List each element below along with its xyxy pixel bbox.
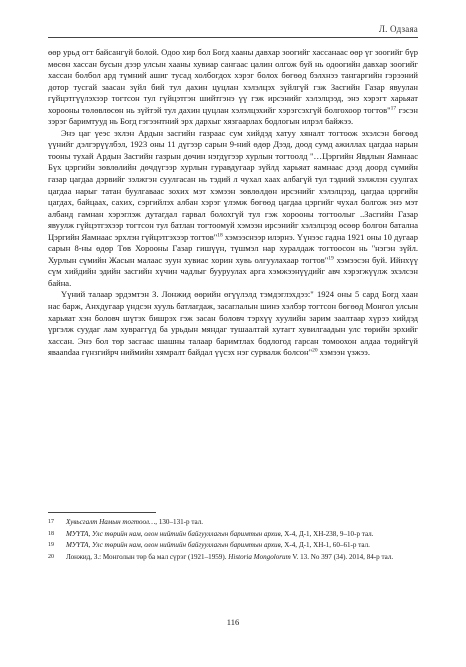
- paragraph-3: [48, 289, 418, 358]
- footnote-rest: V. 13. No 397 (34). 2014, 84-р тал.: [290, 552, 394, 561]
- footnote: [48, 530, 418, 540]
- text-run: хэмээснээр илэрнэ. Үүнээс гадна 1921 оны 10 дугаар сарын 8-ны өдөр Төв Хорооны Газар гишүүн, түшмэл нар хуралдаж тогтоосон нь "нэгэн зүйл. Хурлын сүмийн Жасын малаас зуун хувиас хорин хувь олгуулахаар тогтов": [48, 231, 418, 265]
- footnote: [48, 518, 418, 528]
- footnote-ref: 18: [217, 232, 223, 239]
- footnote-author: Лонжид, З.: Монголын төр ба мал сүрэг (1921–1959).: [66, 552, 229, 561]
- text-run: Үүний талаар эрдэмтэн З. Лонжид өөрийн өгүүлэлд тэмдэглэхдээ:" 1924 оны 5 сард Богд хаан нас барж, Анхдугаар үндсэн хууль батлагдаж, засаглалын шинэ хэлбэр тогтсон бөгөөд Монгол улсын харьяат хэн боловч шүтэх бишрэх гэж засан боловч тэрхүү хуулийн зарим заалтаар хүрээ хийдэд үргэлж суудаг лам хувраггүд ба урьдын мяндаг тушаалтай хутагт хувилгаадын улс төрийн эрхийг хассан. Энэ бол төр засгаас шашны талаар баримтлах бодлогод гарсан томоохон алдаа төдийгүй явааndaа гүнзгийрч ниймийн хямралт байдал үүсэх нэг сурвалж болсон": [48, 289, 418, 358]
- footnote-rest: , Х-4, Д-1, ХН-238, 9–10-р тал.: [280, 529, 374, 538]
- text-run: өөр урьд огт байсангүй болой. Одоо хир бол Богд хааны давхар зоогийг хассанаас өөр үг зоогийг бүр мөсөн хассан бусын дээр улсын хааны хувиар сангаас цалин олгож буй нь одоогийн давхар зоогийг хассан болбол ард түмний ашиг тусад холбогдох хэрэг болох бөгөөд бэлхнээ тангаргийн гэрээний дотор тусгай заасан зүйл бий тул дахин цуцлан хэлэлцэх зүйлгүй гэж Засгийн Газар явуулан гүйцэтгүүлэхээр тогтсон тул гүйцэтгэн шийтгэнэ үү гэж ирсэнийг хэлэлцээд, энэ хэрэгт харьяат хорооны төлөвлөсөн нь зүйтэй тул дахин цуцлан хэлэлцэхийг хэрэгсэхгүй болгохоор тогтов": [48, 47, 418, 115]
- page-number: 116: [226, 617, 240, 627]
- header-rule: [48, 37, 418, 38]
- footnote-ref: 17: [390, 105, 397, 112]
- footnote-title: Хувьсгалт Намын тогтоол…: [66, 518, 156, 526]
- footnote-rule: [48, 512, 156, 513]
- paragraph-2: [48, 128, 418, 290]
- footnote-text: [66, 553, 418, 563]
- footnote-number: 17: [48, 519, 54, 525]
- footnote-rest: , Х-4, Д-1, ХН-1, 60–61-р тал.: [280, 541, 370, 550]
- footnote: [48, 541, 418, 551]
- footnote-title: Historia Mongolorum: [228, 552, 291, 561]
- footnote-ref: 20: [312, 347, 318, 354]
- footnote: [48, 553, 418, 563]
- footnote-title: МУҮТА, Улс төрийн нам, олон нийтийн байгууллагын баримтын архив: [66, 541, 281, 550]
- footnote-ref: 19: [328, 255, 334, 262]
- footnote-text: [66, 518, 418, 528]
- footnote-number: 19: [48, 542, 54, 549]
- running-head: Л. Одзаяа: [378, 24, 418, 34]
- footnote-text: [66, 541, 418, 551]
- footnote-title: МУҮТА, Улс төрийн нам, олон нийтийн байгууллагын баримтын архив: [66, 529, 281, 538]
- text-run: гэсэн зэрэг баримтууд нь Богд гэгээнтний эрх дархыг хязгаарлах бодлогын илрэл байжээ.: [48, 104, 419, 127]
- footnote-number: 18: [48, 530, 54, 537]
- footnote-number: 20: [48, 553, 54, 560]
- text-run: Энэ цаг үеэс эхлэн Ардын засгийн газраас сум хийдэд хатуу хяналт тогтоож эхэлсэн бөгөөд үүнийг дэлгэрүүлбэл, 1923 оны 11 дүгээр сарын 9-ний өдөр Дээд, доод сумд ажиллах цагдаа нарын тооны тухай Ардын Засгийн газрын дөчин нэгдүгээр хурлын тогтоолд "…Цэргийн Явдлын Яамнаас Бүх цэргийн зөвлөлийн дөчдүгээр хурлын гуравдугаар зүйлд харьяат яамнаас дээд доорд сүмийн газар цагдаа дэрвийг зэлжгэн суулгасан нь тэдий л чухал хаах албагүй тул тэдний зэлжлэн суулгах цагдаа нарыг татан буулгавааc зохих мэт хэмээн зөвлөлдөн ирсэнийг хэлэлцээд, цагдаа цэргийн цагдах, байцаах, сахих, сэргийлэх албан хэрэг үлэмж бөгөөд цагдаа цэргийг чухал болгож энэ мэт албанд гамнан хэрэглэж дутагдал гарвал болохгүй тул гэж хорооны тогтоолыг ..Засгийн Газар явуулж гүйцэтгэхээр тогтсон тул батлан тогтоомуй хэмээн ирсэнийг хэлэлцээд өсөөр болгон батална Цэргийн Яамнаас эрхлэн гүйцэтгэхээр тогтов": [48, 127, 418, 242]
- footnote-text: [66, 530, 418, 540]
- footnote-rest: , 130–131-р тал.: [155, 518, 204, 526]
- paragraph-1: [48, 47, 418, 128]
- footnotes: [48, 518, 418, 564]
- body-text: [48, 47, 418, 359]
- text-run: хэмээсэн буй. Ийнхүү сүм хийдийн эдийн засгийн хүчин чадлыг бууруулах арга хэмжээнүүдийг авч хэрэгжүүлж эхэлсэн байна.: [48, 254, 418, 288]
- text-run: хэмээн үзжээ.: [317, 347, 370, 358]
